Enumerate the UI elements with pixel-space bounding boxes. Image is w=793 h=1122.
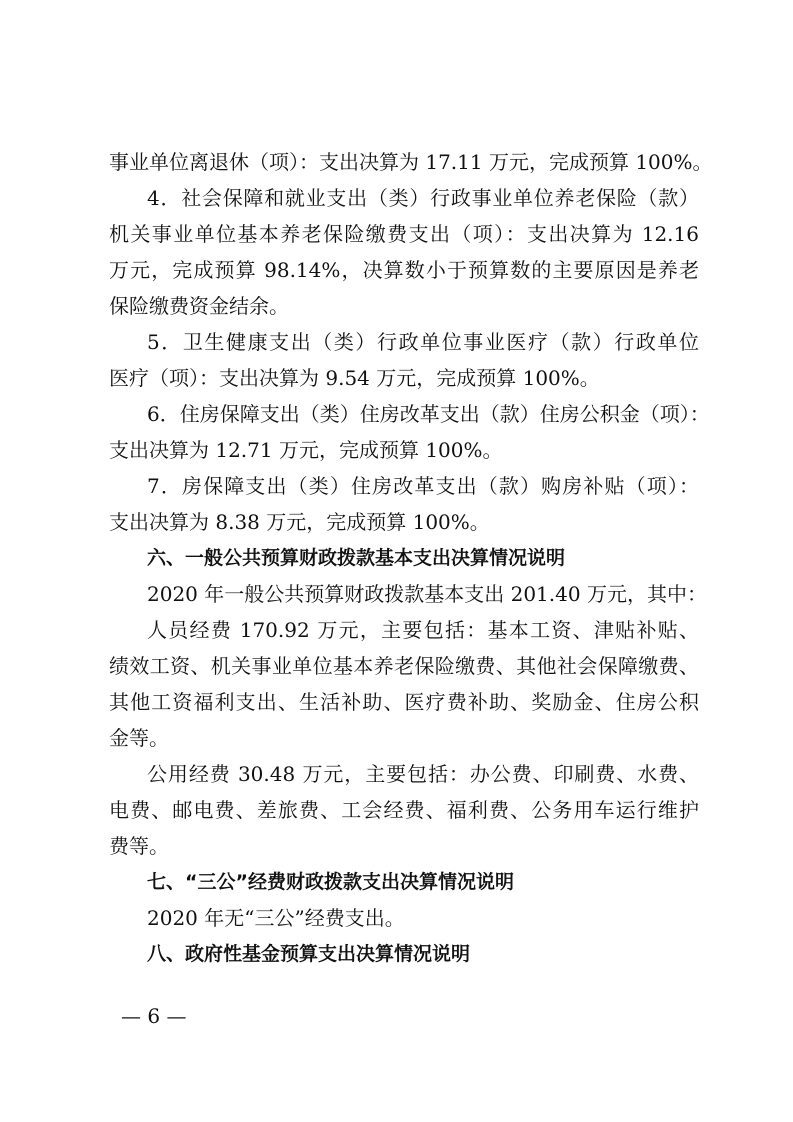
section-heading: 六、一般公共预算财政拨款基本支出决算情况说明: [147, 547, 566, 569]
body-line: 电费、邮电费、差旅费、工会经费、福利费、公务用车运行维护: [109, 798, 699, 822]
body-line: 支出决算为 12.71 万元，完成预算 100%。: [109, 438, 503, 462]
page-number: — 6 —: [121, 1004, 187, 1028]
body-line: 2020 年一般公共预算财政拨款基本支出 201.40 万元，其中：: [147, 582, 707, 606]
body-line: 6．住房保障支出（类）住房改革支出（款）住房公积金（项）：: [147, 402, 710, 426]
body-line: 万元，完成预算 98.14%，决算数小于预算数的主要原因是养老: [109, 258, 699, 282]
body-line: 其他工资福利支出、生活补助、医疗费补助、奖励金、住房公积: [109, 690, 699, 714]
body-line: 机关事业单位基本养老保险缴费支出（项）：支出决算为 12.16: [109, 222, 699, 246]
body-line: 医疗（项）：支出决算为 9.54 万元，完成预算 100%。: [109, 366, 600, 390]
section-heading: 八、政府性基金预算支出决算情况说明: [147, 943, 471, 965]
body-line: 保险缴费资金结余。: [109, 294, 289, 318]
body-line: 7．房保障支出（类）住房改革支出（款）购房补贴（项）：: [147, 474, 699, 498]
body-line: 5．卫生健康支出（类）行政单位事业医疗（款）行政单位: [147, 330, 699, 354]
body-line: 2020 年无“三公”经费支出。: [147, 906, 405, 930]
body-line: 支出决算为 8.38 万元，完成预算 100%。: [109, 510, 490, 534]
body-line: 金等。: [109, 726, 169, 750]
body-line: 事业单位离退休（项）：支出决算为 17.11 万元，完成预算 100%。: [109, 150, 713, 174]
body-line: 公用经费 30.48 万元，主要包括：办公费、印刷费、水费、: [147, 762, 699, 786]
body-line: 4．社会保障和就业支出（类）行政事业单位养老保险（款）: [147, 186, 699, 210]
body-line: 费等。: [109, 834, 169, 858]
body-line: 绩效工资、机关事业单位基本养老保险缴费、其他社会保障缴费、: [109, 654, 699, 678]
body-line: 人员经费 170.92 万元，主要包括：基本工资、津贴补贴、: [147, 618, 699, 642]
section-heading: 七、“三公”经费财政拨款支出决算情况说明: [147, 871, 514, 893]
